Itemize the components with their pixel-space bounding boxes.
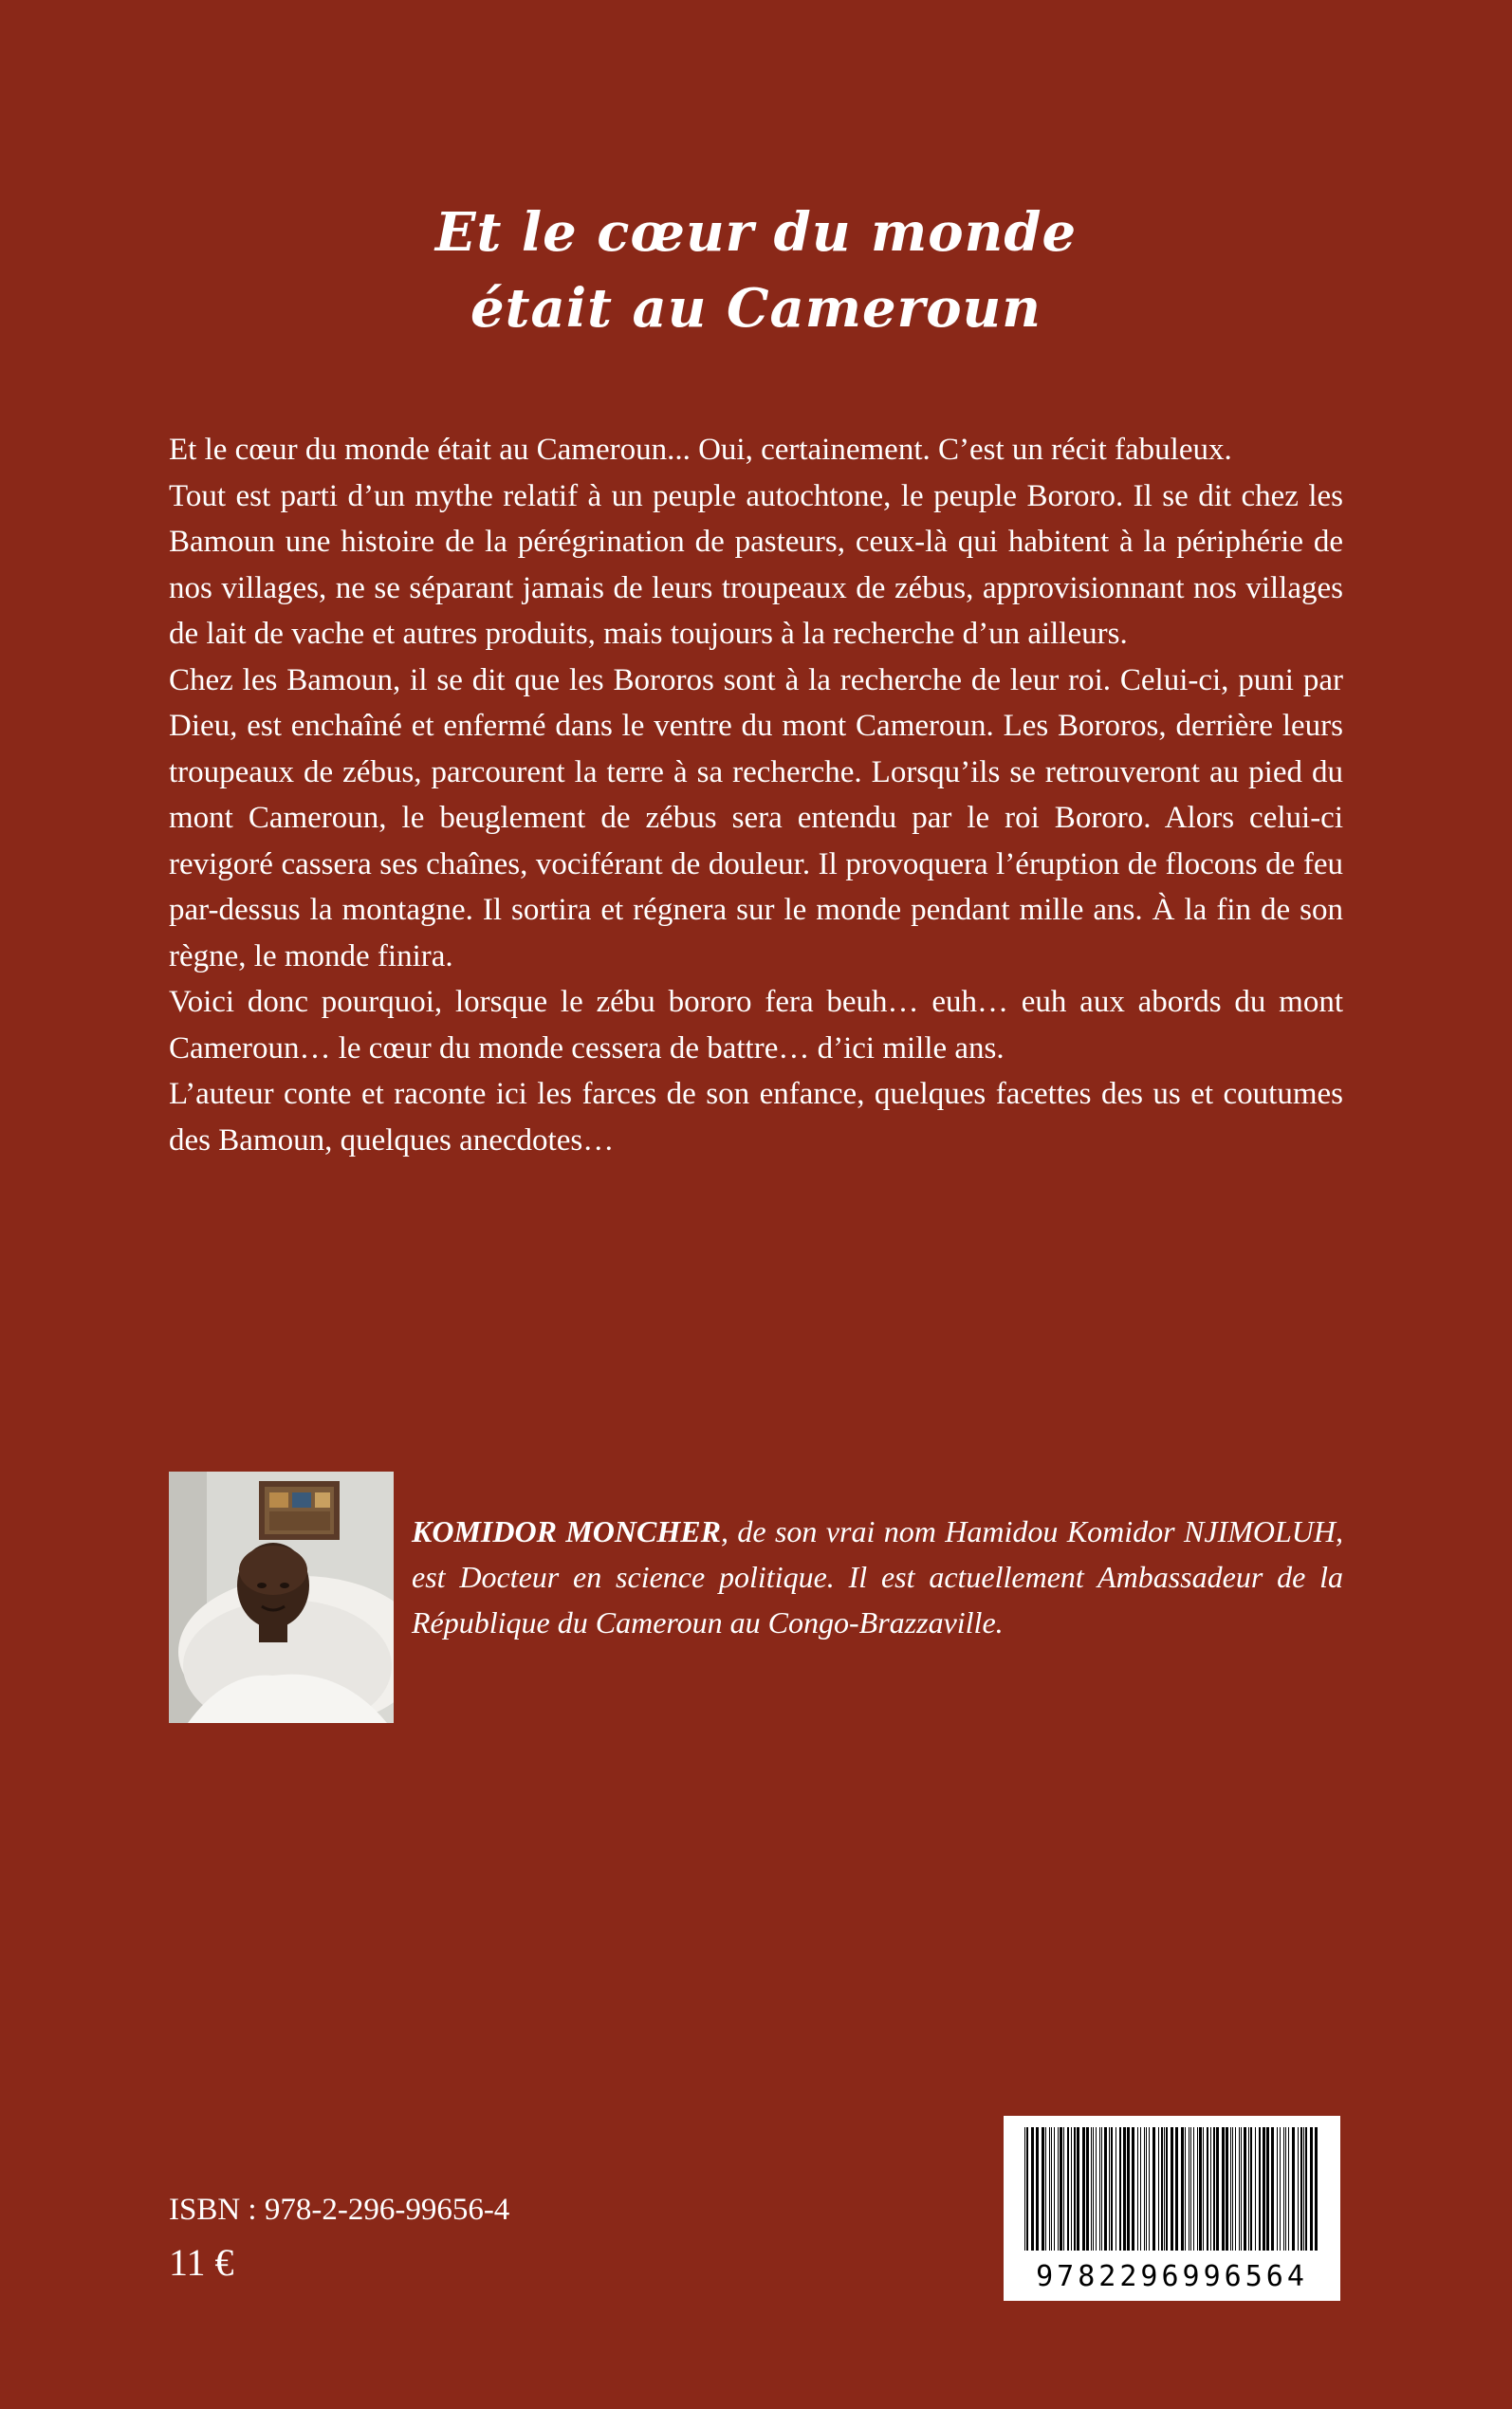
barcode-bar [1109,2127,1110,2251]
barcode-bar [1232,2127,1233,2251]
barcode-bar [1067,2127,1069,2251]
barcode-bar [1283,2127,1284,2251]
barcode-bar [1315,2127,1318,2251]
barcode-bar [1026,2127,1028,2251]
barcode-bar [1036,2127,1039,2251]
barcode-bar [1099,2127,1100,2251]
book-title-line-2: était au Cameroun [470,277,1042,340]
barcode-bar [1074,2127,1076,2251]
barcode-bar [1119,2127,1121,2251]
barcode-bar [1230,2127,1231,2251]
barcode-bar [1058,2127,1059,2251]
barcode-bar [1263,2127,1265,2251]
barcode-bar [1082,2127,1085,2251]
barcode-bar [1101,2127,1102,2251]
barcode-bar [1049,2127,1050,2251]
barcode-bar [1285,2127,1286,2251]
barcode-bar [1288,2127,1289,2251]
barcode-bar [1241,2127,1242,2251]
synopsis-paragraph: Et le cœur du monde était au Cameroun... Oui, certainement. C’est un récit fabuleux. [169,433,1232,467]
barcode-bar [1239,2127,1240,2251]
barcode-bar [1298,2127,1299,2251]
barcode-bar [1197,2127,1198,2251]
barcode-bar [1111,2127,1113,2251]
barcode-bar [1096,2127,1097,2251]
barcode-bar [1146,2127,1147,2251]
barcode-bar [1271,2127,1274,2251]
barcode-bar [1175,2127,1178,2251]
synopsis-paragraph: Chez les Bamoun, il se dit que les Bororos sont à la recherche de leur roi. Celui-ci, puni par Dieu, est enchaîné et enfermé dans le ventre du mont Cameroun. Les Bororos, derrière leurs troupeaux de zébus, parcourent la terre à sa recherche. Lorsqu’ils se retrouveront au pied du mont Cameroun, le beuglement de zébus sera entendu par le roi Bororo. Alors celui-ci revigoré cassera ses chaînes, vociférant de douleur. Il provoquera l’éruption de flocons de feu par-dessus la montagne. Il sortira et régnera sur le monde pendant mille ans. À la fin de son règne, le monde finira. [169,662,1343,973]
barcode-bar [1144,2127,1145,2251]
barcode-bars [1004,2116,1340,2258]
barcode-bar [1244,2127,1246,2251]
book-title [0,195,1512,346]
barcode-bar [1024,2127,1025,2251]
barcode-bar [1123,2127,1126,2251]
synopsis-paragraph: Tout est parti d’un mythe relatif à un peuple autochtone, le peuple Bororo. Il se dit chez les Bamoun une histoire de la pérégrination de pasteurs, ceux-là qui habitent à la périphérie de nos villages, ne se séparant jamais de leurs troupeaux de zébus, approvisionnant nos villages de lait de vache et autres produits, mais toujours à la recherche d’un ailleurs. [169,478,1343,651]
barcode-bar [1093,2127,1094,2251]
synopsis-paragraph: Voici donc pourquoi, lorsque le zébu bororo fera beuh… euh… euh aux abords du mont Cameroun… le cœur du monde cessera de battre… d’ici mille ans. [169,985,1343,1066]
barcode-bar [1277,2127,1278,2251]
barcode-bar [1292,2127,1295,2251]
barcode-bar [1190,2127,1191,2251]
barcode-bar [1091,2127,1092,2251]
barcode-bar [1071,2127,1072,2251]
barcode-bar [1031,2127,1034,2251]
barcode-bar [1060,2127,1062,2251]
barcode-bar [1077,2127,1079,2251]
barcode-bar [1303,2127,1304,2251]
author-bio [412,1509,1343,1645]
barcode-bar [1255,2127,1256,2251]
barcode-bar [1216,2127,1219,2251]
barcode-bar [1222,2127,1225,2251]
book-title-line-1: Et le cœur du monde [434,201,1078,264]
barcode-bar [1280,2127,1281,2251]
barcode-bar [1086,2127,1089,2251]
price: 11 € [169,2241,234,2284]
barcode-bar [1193,2127,1194,2251]
barcode-bar [1210,2127,1211,2251]
barcode-digits: 9782296996564 [1036,2260,1308,2293]
barcode-bar [1305,2127,1307,2251]
barcode [1004,2116,1340,2301]
barcode-bar [1104,2127,1107,2251]
barcode-bar [1161,2127,1163,2251]
barcode-bar [1054,2127,1055,2251]
barcode-bar [1166,2127,1168,2251]
barcode-bar [1051,2127,1052,2251]
barcode-bar [1042,2127,1044,2251]
author-name: KOMIDOR MONCHER [412,1514,721,1548]
author-portrait-illustration [169,1472,394,1723]
barcode-bar [1171,2127,1173,2251]
barcode-bar [1140,2127,1141,2251]
barcode-bar [1132,2127,1134,2251]
barcode-bar [1199,2127,1202,2251]
author-photo [169,1472,394,1723]
barcode-bar [1250,2127,1252,2251]
barcode-bar [1310,2127,1313,2251]
barcode-bar [1181,2127,1184,2251]
barcode-bar [1185,2127,1186,2251]
barcode-bar [1226,2127,1228,2251]
barcode-bar [1235,2127,1236,2251]
barcode-bar [1259,2127,1261,2251]
barcode-bar [1137,2127,1138,2251]
barcode-bar [1152,2127,1155,2251]
barcode-bar [1203,2127,1204,2251]
barcode-bar [1149,2127,1150,2251]
barcode-bar [1063,2127,1064,2251]
barcode-bar [1266,2127,1269,2251]
barcode-bar [1164,2127,1165,2251]
barcode-bar [1158,2127,1159,2251]
barcode-bar [1207,2127,1208,2251]
isbn: ISBN : 978-2-296-99656-4 [169,2193,510,2227]
barcode-bar [1300,2127,1302,2251]
synopsis-paragraph: L’auteur conte et raconte ici les farces de son enfance, quelques facettes des us et coutumes des Bamoun, quelques anecdotes… [169,1077,1343,1158]
barcode-bar [1127,2127,1130,2251]
barcode-bar [1248,2127,1249,2251]
author-bio-text: , de son vrai nom Hamidou Komidor NJIMOLUH, est Docteur en science politique. Il est actuellement Ambassadeur de la République du Cameroun au Congo-Brazzaville. [412,1514,1344,1640]
barcode-bar [1213,2127,1215,2251]
synopsis [169,427,1343,1163]
barcode-bar [1045,2127,1046,2251]
